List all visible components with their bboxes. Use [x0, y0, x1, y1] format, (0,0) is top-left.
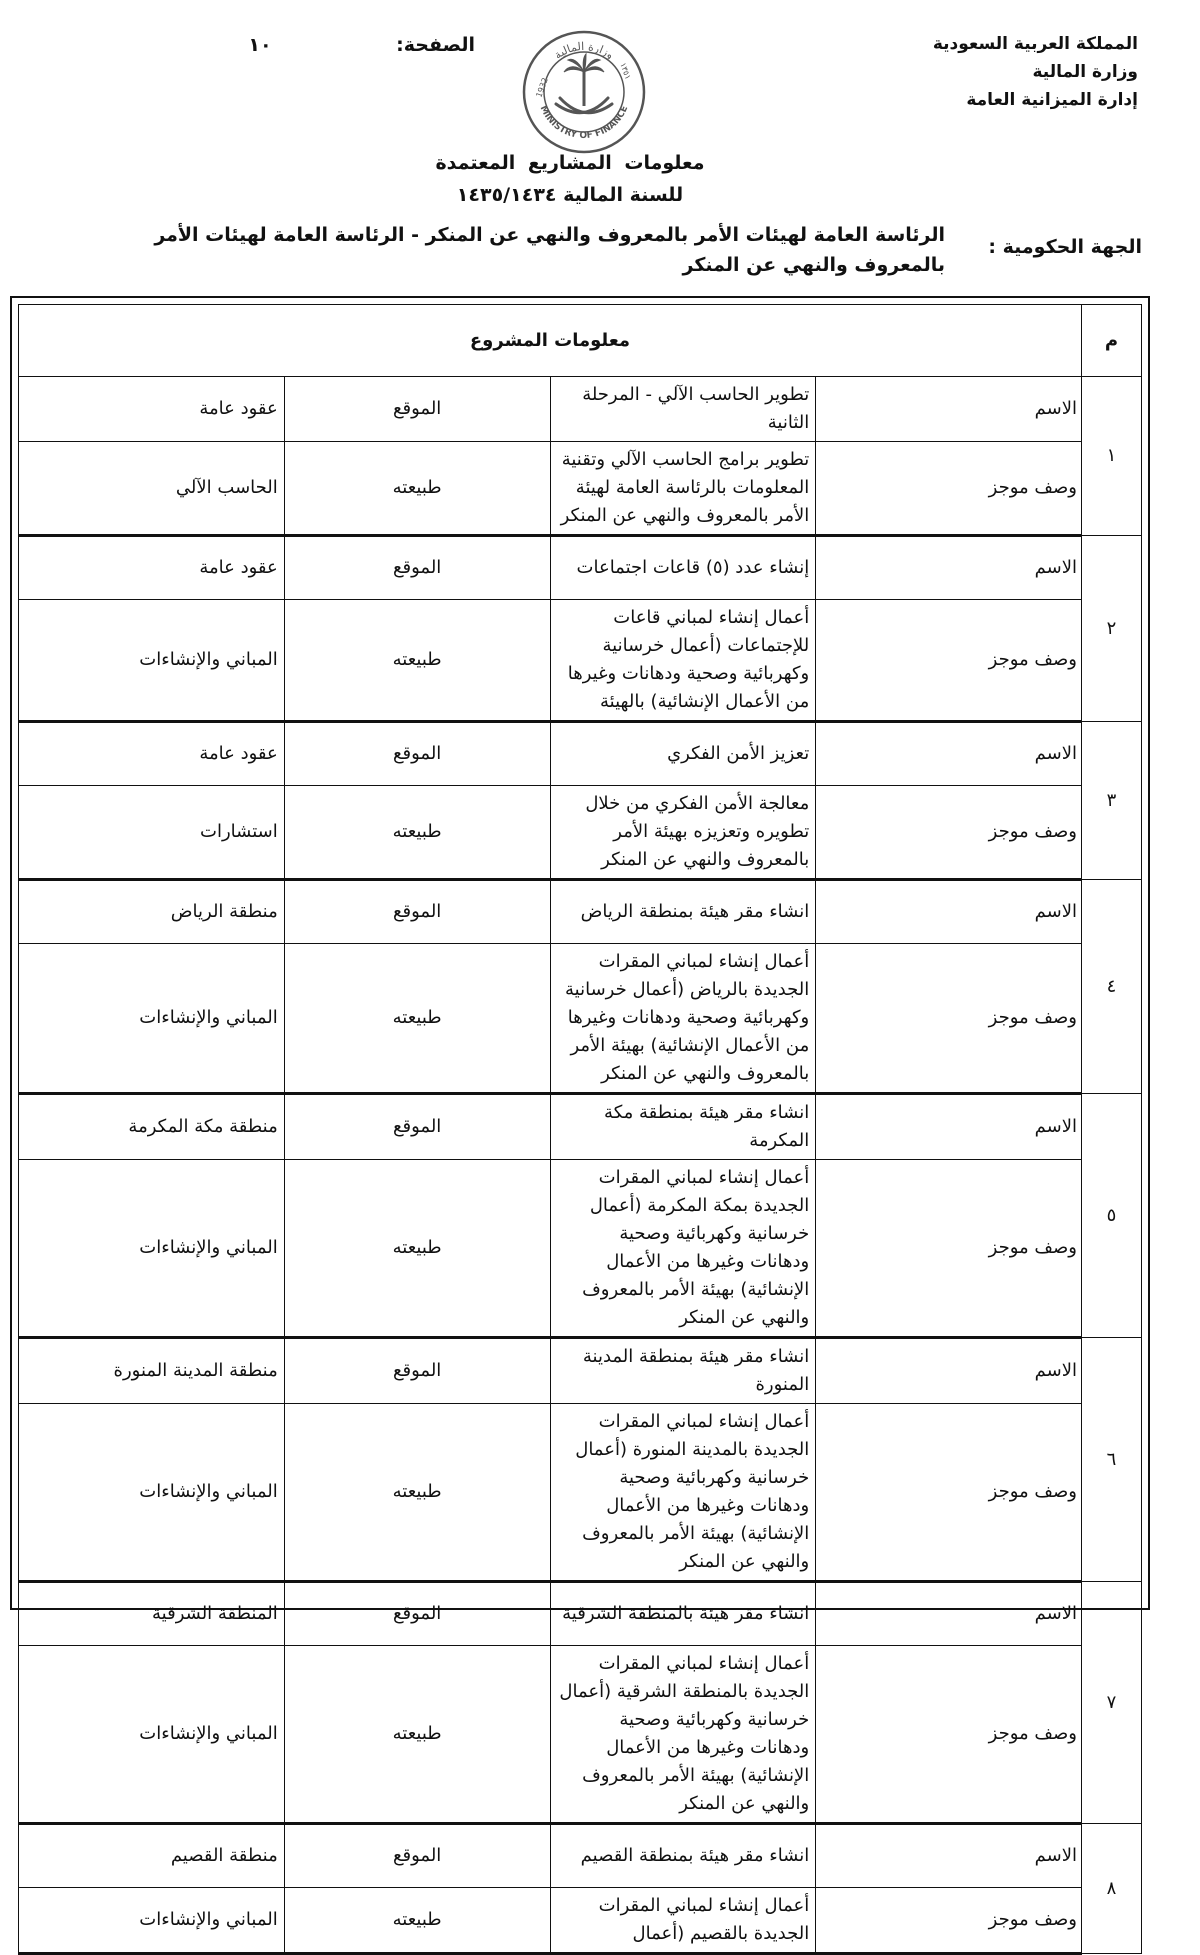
- project-desc-row: [19, 786, 1142, 880]
- palm-tree-icon: [564, 54, 604, 106]
- project-nature: المباني والإنشاءات: [19, 1888, 285, 1954]
- projects-table-frame: [10, 296, 1150, 1944]
- label-nature: طبيعته: [284, 786, 550, 880]
- label-location: الموقع: [284, 377, 550, 442]
- project-description: أعمال إنشاء لمباني المقرات الجديدة بالرياض (أعمال خرسانية وكهربائية وصحية ودهانات وغيرها من الأعمال الإنشائية) بهيئة الأمر بالمعروف والنهي عن المنكر: [550, 944, 816, 1094]
- project-name-row: [19, 1094, 1142, 1160]
- label-nature: طبيعته: [284, 600, 550, 722]
- project-nature: المباني والإنشاءات: [19, 600, 285, 722]
- header-m: م: [1082, 305, 1142, 377]
- project-nature: استشارات: [19, 786, 285, 880]
- project-number: ٤: [1082, 880, 1142, 1094]
- label-name: الاسم: [816, 722, 1082, 786]
- label-location: الموقع: [284, 880, 550, 944]
- label-name: الاسم: [816, 536, 1082, 600]
- project-name: تعزيز الأمن الفكري: [550, 722, 816, 786]
- ministry-logo: [520, 28, 648, 156]
- label-nature: طبيعته: [284, 442, 550, 536]
- page-number: ١٠: [248, 34, 272, 56]
- project-number: ٨: [1082, 1824, 1142, 1954]
- project-name: انشاء مقر هيئة بمنطقة الرياض: [550, 880, 816, 944]
- project-desc-row: [19, 1160, 1142, 1338]
- project-desc-row: [19, 1888, 1142, 1954]
- logo-year-left: 1932: [534, 76, 550, 99]
- entity-label: الجهة الحكومية :: [988, 236, 1142, 258]
- project-location: منطقة مكة المكرمة: [19, 1094, 285, 1160]
- project-name-row: [19, 536, 1142, 600]
- project-desc-row: [19, 944, 1142, 1094]
- project-nature: المباني والإنشاءات: [19, 1160, 285, 1338]
- project-name-row: [19, 377, 1142, 442]
- label-nature: طبيعته: [284, 1404, 550, 1582]
- label-name: الاسم: [816, 1582, 1082, 1646]
- project-name: انشاء مقر هيئة بمنطقة القصيم: [550, 1824, 816, 1888]
- entity-value: الرئاسة العامة لهيئات الأمر بالمعروف والنهي عن المنكر - الرئاسة العامة لهيئات الأمر بالمعروف والنهي عن المنكر: [154, 224, 945, 276]
- logo-year-right: ١٣٥١: [618, 61, 633, 81]
- project-name: انشاء مقر هيئة بمنطقة مكة المكرمة: [550, 1094, 816, 1160]
- label-name: الاسم: [816, 1824, 1082, 1888]
- project-desc-row: [19, 442, 1142, 536]
- project-desc-row: [19, 600, 1142, 722]
- project-description: أعمال إنشاء لمباني قاعات للإجتماعات (أعمال خرسانية وكهربائية وصحية ودهانات وغيرها من الأعمال الإنشائية) بالهيئة: [550, 600, 816, 722]
- label-desc: وصف موجز: [816, 944, 1082, 1094]
- project-name-row: [19, 1824, 1142, 1888]
- project-name: إنشاء عدد (٥) قاعات اجتماعات: [550, 536, 816, 600]
- label-location: الموقع: [284, 1582, 550, 1646]
- project-number: ٥: [1082, 1094, 1142, 1338]
- svg-text:MINISTRY OF FINANCE: [538, 104, 631, 141]
- label-desc: وصف موجز: [816, 1404, 1082, 1582]
- project-location: منطقة القصيم: [19, 1824, 285, 1888]
- label-desc: وصف موجز: [816, 442, 1082, 536]
- project-description: أعمال إنشاء لمباني المقرات الجديدة بالمدينة المنورة (أعمال خرسانية وكهربائية وصحية ودهانات وغيرها من الأعمال الإنشائية) بهيئة الأمر بالمعروف والنهي عن المنكر: [550, 1404, 816, 1582]
- project-nature: المباني والإنشاءات: [19, 944, 285, 1094]
- label-name: الاسم: [816, 1338, 1082, 1404]
- project-number: ٦: [1082, 1338, 1142, 1582]
- label-name: الاسم: [816, 880, 1082, 944]
- label-nature: طبيعته: [284, 1160, 550, 1338]
- label-location: الموقع: [284, 1824, 550, 1888]
- label-name: الاسم: [816, 377, 1082, 442]
- ministry-name: وزارة المالية: [1032, 62, 1138, 82]
- project-description: أعمال إنشاء لمباني المقرات الجديدة بمكة المكرمة (أعمال خرسانية وكهربائية وصحية ودهانات وغيرها من الأعمال الإنشائية) بهيئة الأمر بالمعروف والنهي عن المنكر: [550, 1160, 816, 1338]
- label-location: الموقع: [284, 1338, 550, 1404]
- label-location: الموقع: [284, 536, 550, 600]
- label-location: الموقع: [284, 1094, 550, 1160]
- project-location: عقود عامة: [19, 377, 285, 442]
- label-nature: طبيعته: [284, 944, 550, 1094]
- label-desc: وصف موجز: [816, 600, 1082, 722]
- project-number: ١: [1082, 377, 1142, 536]
- ministry-header: [878, 30, 1138, 114]
- project-number: ٢: [1082, 536, 1142, 722]
- project-nature: المباني والإنشاءات: [19, 1404, 285, 1582]
- document-title: معلومات المشاريع المعتمدة: [435, 152, 705, 174]
- project-location: المنطقة الشرقية: [19, 1582, 285, 1646]
- project-name-row: [19, 1338, 1142, 1404]
- label-desc: وصف موجز: [816, 1888, 1082, 1954]
- project-number: ٧: [1082, 1582, 1142, 1824]
- project-name-row: [19, 880, 1142, 944]
- project-desc-row: [19, 1404, 1142, 1582]
- ministry-seal-icon: [520, 28, 648, 156]
- projects-table: [18, 304, 1142, 1955]
- fiscal-year-title: للسنة المالية ١٤٣٥/١٤٣٤: [456, 184, 684, 206]
- department-name: إدارة الميزانية العامة: [966, 90, 1138, 110]
- project-name: انشاء مقر هيئة بالمنطقة الشرقية: [550, 1582, 816, 1646]
- project-number: ٣: [1082, 722, 1142, 880]
- logo-arabic-text: وزارة المالية: [551, 39, 617, 62]
- page-label: الصفحة:: [396, 34, 475, 56]
- project-name: تطوير الحاسب الآلي - المرحلة الثانية: [550, 377, 816, 442]
- country-name: المملكة العربية السعودية: [932, 34, 1138, 54]
- label-nature: طبيعته: [284, 1888, 550, 1954]
- project-description: تطوير برامج الحاسب الآلي وتقنية المعلومات بالرئاسة العامة لهيئة الأمر بالمعروف والنهي عن المنكر: [550, 442, 816, 536]
- label-nature: طبيعته: [284, 1646, 550, 1824]
- label-desc: وصف موجز: [816, 786, 1082, 880]
- header-project-info: معلومات المشروع: [19, 305, 1082, 377]
- project-nature: المباني والإنشاءات: [19, 1646, 285, 1824]
- project-nature: الحاسب الآلي: [19, 442, 285, 536]
- project-description: أعمال إنشاء لمباني المقرات الجديدة بالقصيم (أعمال: [550, 1888, 816, 1954]
- label-location: الموقع: [284, 722, 550, 786]
- label-desc: وصف موجز: [816, 1160, 1082, 1338]
- project-name: انشاء مقر هيئة بمنطقة المدينة المنورة: [550, 1338, 816, 1404]
- table-header-row: [19, 305, 1142, 377]
- project-name-row: [19, 722, 1142, 786]
- logo-english-text: MINISTRY OF FINANCE: [537, 104, 631, 142]
- project-location: منطقة المدينة المنورة: [19, 1338, 285, 1404]
- project-location: عقود عامة: [19, 536, 285, 600]
- project-description: أعمال إنشاء لمباني المقرات الجديدة بالمنطقة الشرقية (أعمال خرسانية وكهربائية وصحية ودهانات وغيرها من الأعمال الإنشائية) بهيئة الأمر بالمعروف والنهي عن المنكر: [550, 1646, 816, 1824]
- label-name: الاسم: [816, 1094, 1082, 1160]
- project-location: عقود عامة: [19, 722, 285, 786]
- project-name-row: [19, 1582, 1142, 1646]
- project-location: منطقة الرياض: [19, 880, 285, 944]
- project-description: معالجة الأمن الفكري من خلال تطويره وتعزيزه بهيئة الأمر بالمعروف والنهي عن المنكر: [550, 786, 816, 880]
- project-desc-row: [19, 1646, 1142, 1824]
- label-desc: وصف موجز: [816, 1646, 1082, 1824]
